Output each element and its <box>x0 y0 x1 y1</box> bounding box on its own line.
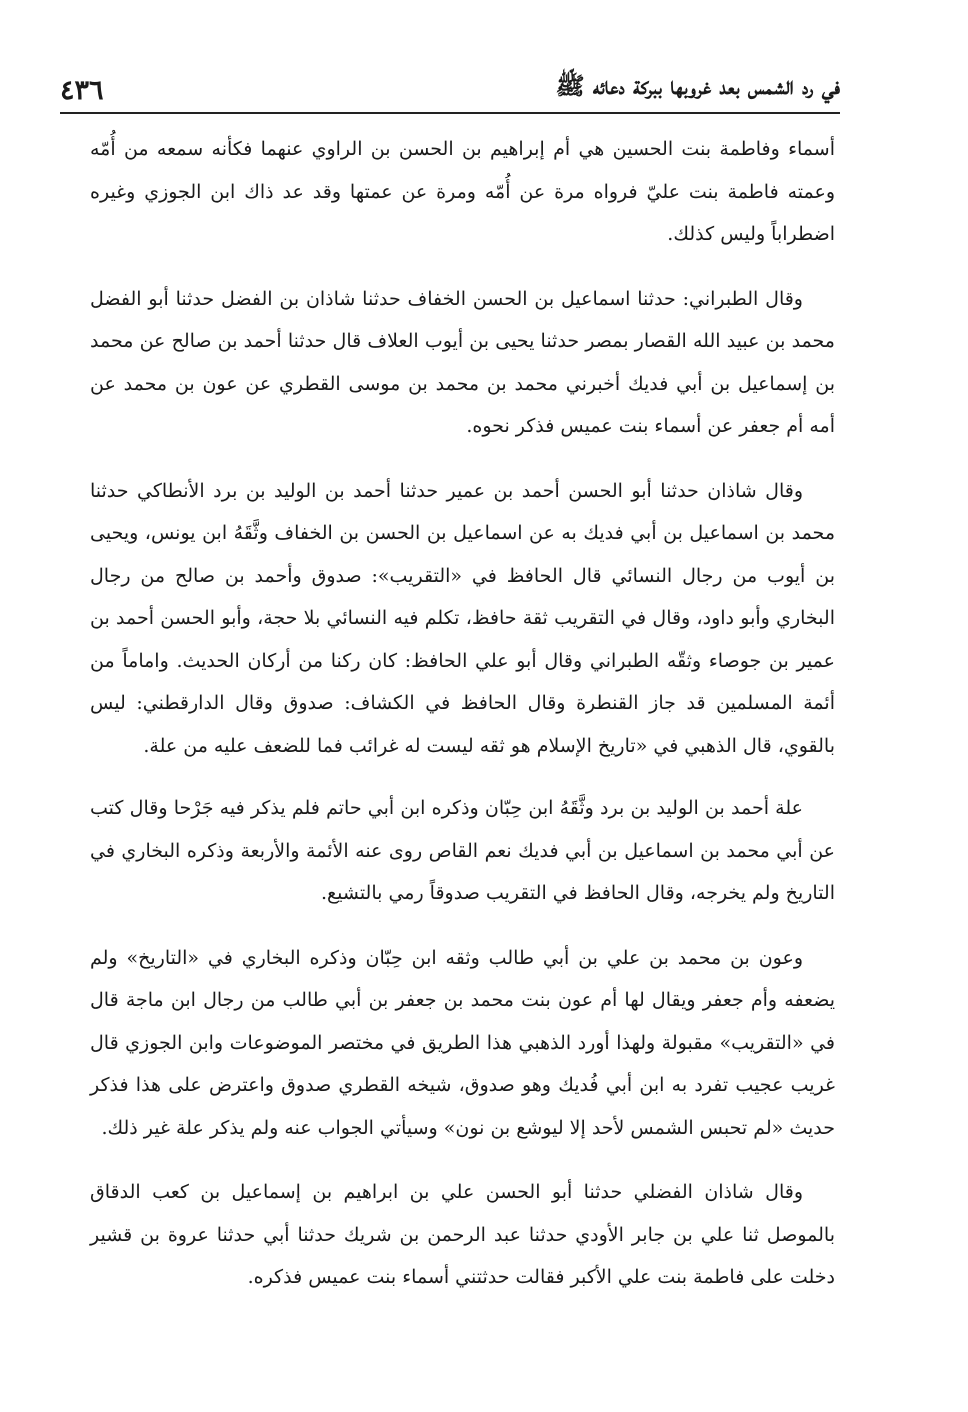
paragraph-1: أسماء وفاطمة بنت الحسين هي أم إبراهيم بن الحسن بن الراوي عنهما فكأنه سمعه من أُمّه وعمته فاطمة بنت عليّ فرواه مرة عن أُمّه ومرة عن عمتها وقد عد ذاك ابن الجوزي وغيره اضطراباً وليس كذلك. <box>90 138 835 245</box>
paragraph-5: وعون بن محمد بن علي بن أبي طالب وثقه ابن حِبّان وذكره البخاري في «التاريخ» ولم يضعفه وأم جعفر ويقال لها أم عون بنت محمد بن جعفر بن أبي طالب من رجال ابن ماجة قال في «التقريب» مقبولة ولهذا أورد الذهبي هذا الطريق في مختصر الموضوعات وابن الجوزي قال غريب عجيب تفرد به ابن أبي فُديك وهو صدوق، شيخه القطري صدوق واعترض على هذا فذكر حديث «لم تحبس الشمس لأحد إلا ليوشع بن نون» وسيأتي الجواب عنه ولم يذكر علة غير ذلك. <box>90 946 835 1139</box>
paragraph-3: وقال شاذان حدثنا أبو الحسن أحمد بن عمير حدثنا أحمد بن الوليد بن برد الأنطاكي حدثنا محمد بن اسماعيل بن أبي فديك به عن اسماعيل بن الحسن بن الخفاف وثَّقَهُ ابن يونس، ويحيى بن أيوب من رجال النسائي قال الحافظ في «التقريب»: صدوق وأحمد بن صالح من رجال البخاري وأبو داود، وقال في التقريب ثقة حافظ، تكلم فيه النسائي بلا حجة، وأبو الحسن أحمد بن عمير بن جوصاء وثقّه الطبراني وقال أبو علي الحافظ: كان ركنا من أركان الحديث. واماماً من أئمة المسلمين قد جاز القنطرة وقال الحافظ في الكشاف: صدوق وقال الدارقطني: ليس بالقوي، قال الذهبي في «تاريخ الإسلام هو ثقه ليست له غرائب فما للضعف عليه من علة. <box>90 479 835 757</box>
running-title: في رد الشمس بعد غروبها ببركة دعائه ﷺ <box>555 71 840 100</box>
page-number: ٤٣٦ <box>60 75 104 106</box>
paragraph-2: وقال الطبراني: حدثنا اسماعيل بن الحسن الخفاف حدثنا شاذان بن الفضل حدثنا أبو الفضل محمد بن عبيد الله القصار بمصر حدثنا يحيى بن أيوب العلاف قال حدثنا أحمد بن صالح عن محمد بن إسماعيل بن أبي فديك أخبرني محمد بن محمد بن موسى القطري عن عون بن محمد عن أمه أم جعفر عن أسماء بنت عميس فذكر نحوه. <box>90 287 835 437</box>
paragraph-4: علة أحمد بن الوليد بن برد وثَّقَهُ ابن حِبّان وذكره ابن أبي حاتم فلم يذكر فيه جَرْحا وقال كتب عن أبي محمد بن اسماعيل بن أبي فديك نعم القاص روى عنه الأئمة والأربعة وذكره البخاري في التاريخ ولم يخرجه، وقال الحافظ في التقريب صدوقاً رمي بالتشيع. <box>90 797 835 904</box>
paragraph-6: وقال شاذان الفضلي حدثنا أبو الحسن علي بن ابراهيم بن إسماعيل بن كعب الدقاق بالموصل ثنا علي بن جابر الأودي حدثنا عبد الرحمن بن شريك حدثنا أبي حدثنا عروة بن قشير دخلت على فاطمة بنت علي الأكبر فقالت حدثتني أسماء بنت عميس فذكره. <box>90 1181 835 1288</box>
page-body <box>90 128 835 1321</box>
page-header <box>60 58 840 114</box>
